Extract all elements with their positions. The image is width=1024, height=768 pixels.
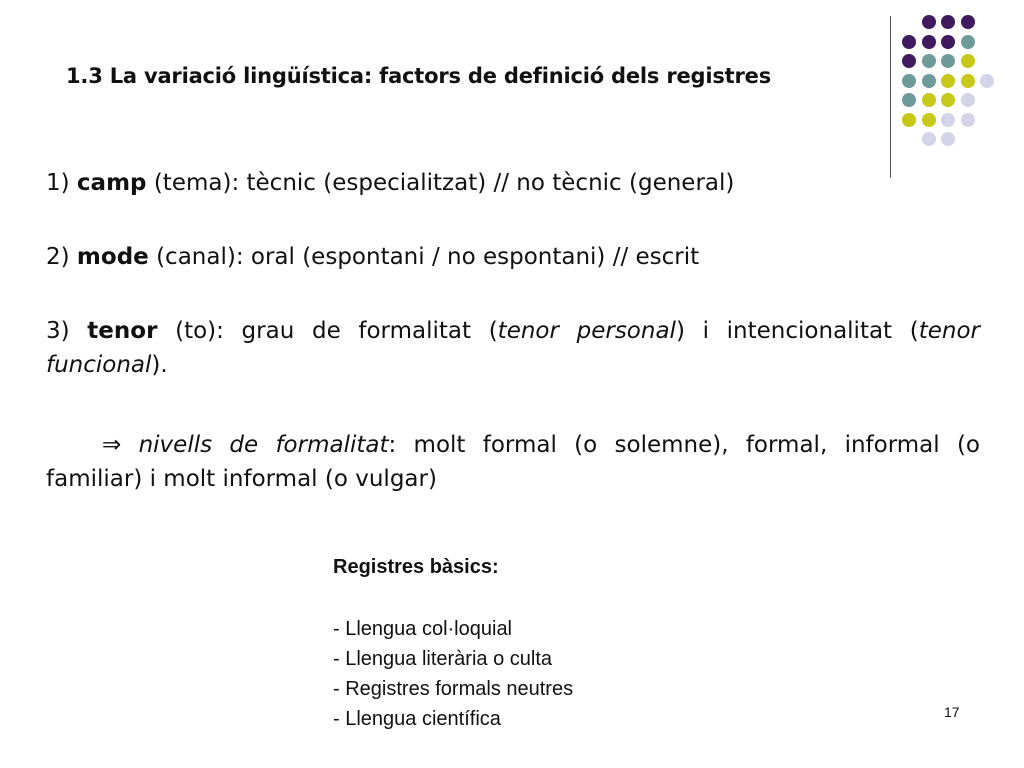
decorative-dot [902, 74, 916, 88]
slide-body [46, 166, 980, 496]
decorative-dot [902, 35, 916, 49]
term-mode: mode [76, 244, 149, 270]
item-camp: 1) camp (tema): tècnic (especialitzat) // no tècnic (general) [46, 170, 735, 196]
registres-item: - Llengua científica [333, 708, 501, 730]
decorative-dot [922, 35, 936, 49]
decorative-dot [902, 93, 916, 107]
decorative-dot [922, 15, 936, 29]
decorative-dot [941, 132, 955, 146]
title-divider [890, 16, 891, 178]
registres-item: - Llengua literària o culta [333, 648, 553, 670]
decorative-dot [961, 15, 975, 29]
decorative-dot [961, 74, 975, 88]
decorative-dot [922, 54, 936, 68]
decorative-dot [922, 93, 936, 107]
decorative-dot [941, 93, 955, 107]
registres-item: - Llengua col·loquial [333, 618, 513, 640]
decorative-dot [902, 54, 916, 68]
registres-title: Registres bàsics: [333, 556, 499, 578]
decorative-dot [961, 54, 975, 68]
term-nivells: nivells de formalitat [138, 432, 389, 458]
term-tenor: tenor [87, 318, 158, 344]
decorative-dot [922, 74, 936, 88]
decorative-dot [941, 113, 955, 127]
decorative-dot [941, 54, 955, 68]
decorative-dot [941, 15, 955, 29]
decorative-dot [961, 93, 975, 107]
page-number: 17 [944, 704, 960, 720]
decorative-dot [961, 35, 975, 49]
decorative-dot-pattern [900, 10, 1010, 170]
term-camp: camp [76, 170, 147, 196]
decorative-dot [980, 74, 994, 88]
item-tenor: 3) tenor (to): grau de formalitat (tenor personal) i intencionalitat (tenor funcional). [46, 318, 981, 378]
decorative-dot [922, 113, 936, 127]
decorative-dot [941, 35, 955, 49]
decorative-dot [922, 132, 936, 146]
decorative-dot [961, 113, 975, 127]
item-mode: 2) mode (canal): oral (espontani / no espontani) // escrit [46, 244, 700, 270]
item-nivells: ⇒ nivells de formalitat: molt formal (o solemne), formal, informal (o familiar) i molt informal (o vulgar) [46, 432, 980, 492]
decorative-dot [941, 74, 955, 88]
registres-box [333, 552, 573, 734]
decorative-dot [902, 113, 916, 127]
implies-arrow-icon: ⇒ [102, 432, 122, 458]
registres-item: - Registres formals neutres [333, 678, 574, 700]
slide-title: 1.3 La variació lingüística: factors de definició dels registres [66, 64, 772, 88]
